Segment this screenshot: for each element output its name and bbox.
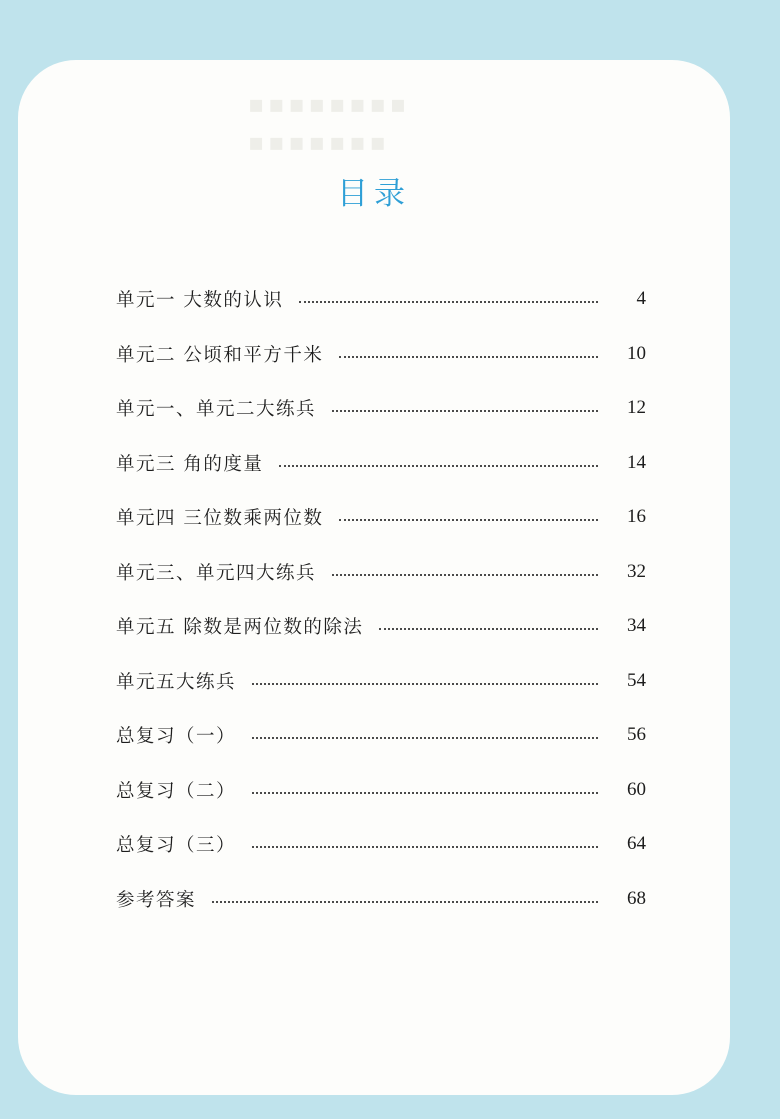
- dot-leader: [332, 410, 598, 412]
- toc-entry[interactable]: [116, 545, 646, 600]
- toc-page-number: 4: [636, 288, 646, 310]
- bleed-through-text: ▪▪▪▪▪▪▪▪: [248, 90, 411, 118]
- toc-entry-title: 总复习（一）: [116, 726, 237, 748]
- toc-entry-title: 单元三、单元四大练兵: [116, 562, 317, 584]
- toc-page-number: 60: [627, 778, 646, 800]
- dot-leader: [252, 683, 598, 685]
- toc-entry-title: 参考答案: [116, 889, 197, 911]
- toc-entry[interactable]: [116, 436, 646, 491]
- toc-entry-title: 单元二 公顷和平方千米: [116, 344, 324, 366]
- table-of-contents: [116, 272, 646, 926]
- toc-entry-title: 单元一 大数的认识: [116, 290, 284, 312]
- toc-entry-title: 总复习（二）: [116, 780, 237, 802]
- toc-page-number: 14: [627, 451, 646, 473]
- dot-leader: [332, 574, 598, 576]
- toc-entry[interactable]: [116, 599, 646, 654]
- toc-page-number: 34: [627, 615, 646, 637]
- toc-entry[interactable]: [116, 327, 646, 382]
- toc-entry[interactable]: [116, 708, 646, 763]
- toc-page-number: 12: [627, 397, 646, 419]
- dot-leader: [252, 846, 598, 848]
- toc-entry-title: 单元四 三位数乘两位数: [116, 508, 324, 530]
- toc-entry[interactable]: [116, 490, 646, 545]
- dot-leader: [379, 628, 598, 630]
- dot-leader: [339, 519, 598, 521]
- toc-entry[interactable]: [116, 381, 646, 436]
- toc-entry[interactable]: [116, 763, 646, 818]
- toc-entry-title: 单元三 角的度量: [116, 453, 264, 475]
- toc-entry[interactable]: [116, 272, 646, 327]
- toc-page-number: 32: [627, 560, 646, 582]
- toc-entry-title: 总复习（三）: [116, 835, 237, 857]
- dot-leader: [339, 356, 598, 358]
- toc-entry[interactable]: [116, 817, 646, 872]
- toc-page-number: 64: [627, 833, 646, 855]
- toc-entry-title: 单元五 除数是两位数的除法: [116, 617, 364, 639]
- toc-entry[interactable]: [116, 654, 646, 709]
- content-page: [18, 60, 730, 1095]
- toc-entry[interactable]: [116, 872, 646, 927]
- toc-page-number: 54: [627, 669, 646, 691]
- dot-leader: [252, 792, 598, 794]
- page-title: 目录: [337, 176, 411, 212]
- toc-entry-title: 单元五大练兵: [116, 671, 237, 693]
- bleed-through-text: ▪▪▪▪▪▪▪: [248, 128, 390, 156]
- dot-leader: [299, 301, 598, 303]
- dot-leader: [212, 901, 598, 903]
- dot-leader: [252, 737, 598, 739]
- toc-page-number: 68: [627, 887, 646, 909]
- toc-page-number: 16: [627, 506, 646, 528]
- dot-leader: [279, 465, 598, 467]
- toc-page-number: 56: [627, 724, 646, 746]
- toc-page-number: 10: [627, 342, 646, 364]
- toc-entry-title: 单元一、单元二大练兵: [116, 399, 317, 421]
